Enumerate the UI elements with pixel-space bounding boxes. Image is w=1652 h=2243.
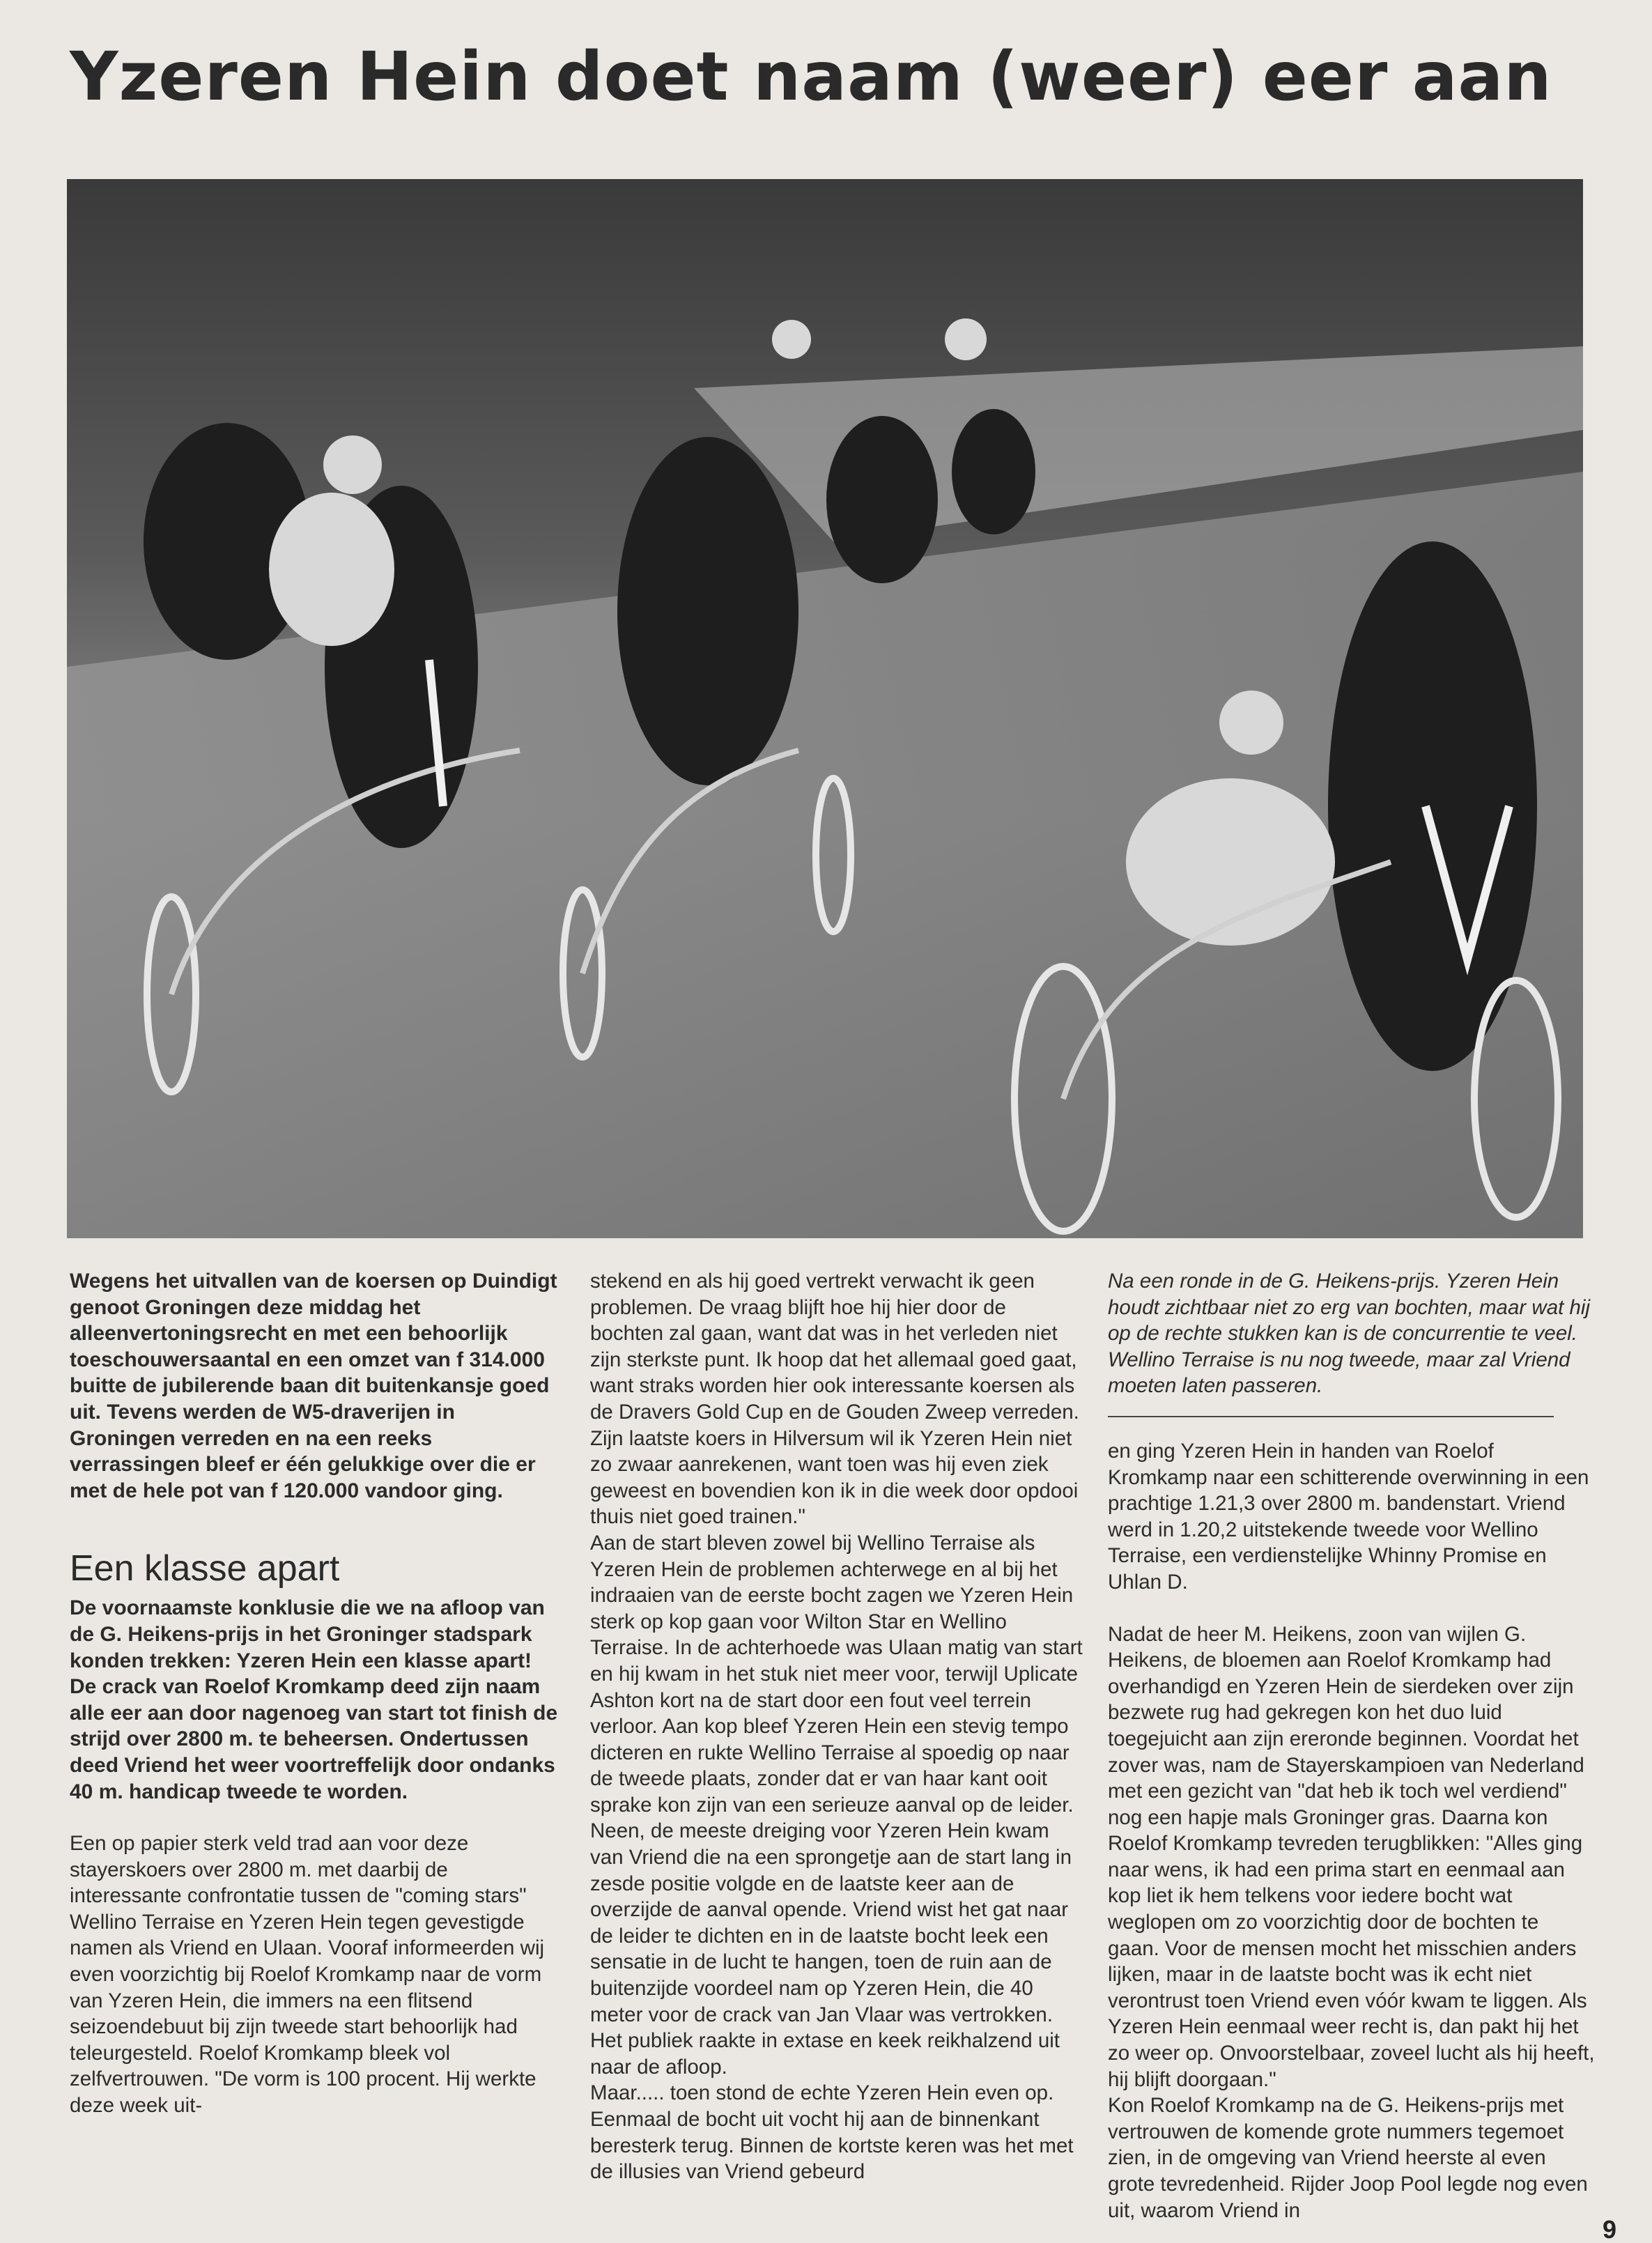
column-2 bbox=[590, 1268, 1083, 2185]
column-3 bbox=[1108, 1268, 1596, 2223]
page-number: 9 bbox=[1603, 2215, 1617, 2243]
intro-paragraph: Wegens het uitvallen van de koersen op Duindigt genoot Groningen deze middag het alleenvertoningsrecht en met een behoorlijk toeschouwersaantal en een omzet van f 314.000 buitte de jubilerende baan dit buitenkansje goed uit. Tevens werden de W5-draverijen in Groningen verreden en na een reeks verrassingen bleef er één gelukkige over die er met de hele pot van f 120.000 vandoor ging. bbox=[70, 1270, 557, 1502]
section-lead-paragraph: De voornaamste konklusie die we na afloop van de G. Heikens-prijs in het Groninger stadspark konden trekken: Yzeren Hein een klasse apart! De crack van Roelof Kromkamp deed zijn naam alle eer aan door nagenoeg van start tot finish de strijd over 2800 m. te beheersen. Ondertussen deed Vriend het weer voortreffelijk door ondanks 40 m. handicap tweede te worden. bbox=[70, 1596, 558, 1803]
section-heading: Een klasse apart bbox=[70, 1548, 340, 1589]
body-paragraph: en ging Yzeren Hein in handen van Roelof Kromkamp naar een schitterende overwinning in een prachtige 1.21,3 over 2800 m. bandenstart. Vriend werd in 1.20,2 uitstekende tweede voor Wellino Terraise, een verdienstelijke Whinny Promise en Uhlan D. bbox=[1108, 1439, 1589, 1594]
column-1 bbox=[70, 1268, 563, 2119]
body-paragraph: Maar..... toen stond de echte Yzeren Hein even op. Eenmaal de bocht uit vocht hij aan de binnenkant beresterk terug. Binnen de kortste keren was het met de illusies van Vriend gebeurd bbox=[590, 2081, 1074, 2184]
divider bbox=[1108, 1416, 1554, 1417]
harness-race-image bbox=[67, 179, 1583, 1238]
body-paragraph: stekend en als hij goed vertrekt verwacht ik geen problemen. De vraag blijft hoe hij hier door de bochten zal gaan, want dat was in het verleden niet zijn sterkste punt. Ik hoop dat het allemaal goed gaat, want straks worden hier ook interessante koersen als de Dravers Gold Cup en de Gouden Zweep verreden. Zijn laatste koers in Hilversum wil ik Yzeren Hein niet zo zwaar aanrekenen, want toen was hij even ziek geweest en bovendien kon ik in die week door opdooi thuis niet goed trainen." bbox=[590, 1270, 1079, 1529]
body-paragraph: Nadat de heer M. Heikens, zoon van wijlen G. Heikens, de bloemen aan Roelof Kromkamp had overhandigd en Yzeren Hein de sierdeken over zijn bezwete rug had gekregen kon het duo luid toegejuicht aan zijn ereronde beginnen. Voordat het zover was, nam de Stayerskampioen van Nederland met een gezicht van "dat heb ik toch wel verdiend" nog een hapje mals Groninger gras. Daarna kon Roelof Kromkamp tevreden terugblikken: "Alles ging naar wens, ik had een prima start en eenmaal aan kop liet ik hem telkens voor iedere bocht wat weglopen om zo voorzichtig door de bochten te gaan. Voor de mensen mocht het misschien anders lijken, maar in de laatste bocht was ik echt niet verontrust toen Vriend even vóór kwam te liggen. Als Yzeren Hein eenmaal weer recht is, dan pakt hij het zo weer op. Onvoorstelbaar, zoveel lucht als hij heeft, hij blijft doorgaan." bbox=[1108, 1622, 1595, 2091]
body-paragraph: Een op papier sterk veld trad aan voor deze stayerskoers over 2800 m. met daarbij de interessante confrontatie tussen de "coming stars" Wellino Terraise en Yzeren Hein tegen gevestigde namen als Vriend en Ulaan. Vooraf informeerden wij even voorzichtig bij Roelof Kromkamp naar de vorm van Yzeren Hein, die immers na een flitsend seizoendebuut bij zijn tweede start behoorlijk had teleurgesteld. Roelof Kromkamp bleek vol zelfvertrouwen. "De vorm is 100 procent. Hij werkte deze week uit- bbox=[70, 1832, 545, 2118]
article-headline: Yzeren Hein doet naam (weer) eer aan bbox=[70, 38, 1552, 116]
photo-caption: Na een ronde in de G. Heikens-prijs. Yzeren Hein houdt zichtbaar niet zo erg van bochten, maar wat hij op de rechte stukken kan is de concurrentie te veel. Wellino Terraise is nu nog tweede, maar zal Vriend moeten laten passeren. bbox=[1108, 1270, 1591, 1398]
race-photo bbox=[67, 179, 1583, 1238]
body-paragraph: Aan de start bleven zowel bij Wellino Terraise als Yzeren Hein de problemen achterwege en al bij het indraaien van de eerste bocht zagen we Yzeren Hein sterk op kop gaan voor Wilton Star en Wellino Terraise. In de achterhoede was Ulaan matig van start en hij kwam in het stuk niet meer voor, terwijl Uplicate Ashton kort na de start door een fout veel terrein verloor. Aan kop bleef Yzeren Hein een stevig tempo dicteren en rukte Wellino Terraise al spoedig op naar de tweede plaats, zonder dat er van haar kant ooit sprake kon zijn van een serieuze aanval op de leider. Neen, de meeste dreiging voor Yzeren Hein kwam van Vriend die na een sprongetje aan de start lang in zesde positie volgde en de laatste keer aan de overzijde de aanval opende. Vriend wist het gat naar de leider te dichten en in de laatste bocht leek een sensatie in de lucht te hangen, toen de ruin aan de buitenzijde voordeel nam op Yzeren Hein, die 40 meter voor de crack van Jan Vlaar was vertrokken. Het publiek raakte in extase en keek reikhalzend uit naar de afloop. bbox=[590, 1531, 1083, 2079]
body-paragraph: Kon Roelof Kromkamp na de G. Heikens-prijs met vertrouwen de komende grote nummers tegemoet zien, in de omgeving van Vriend heerste al even grote tevredenheid. Rijder Joop Pool legde nog even uit, waarom Vriend in bbox=[1108, 2094, 1588, 2222]
